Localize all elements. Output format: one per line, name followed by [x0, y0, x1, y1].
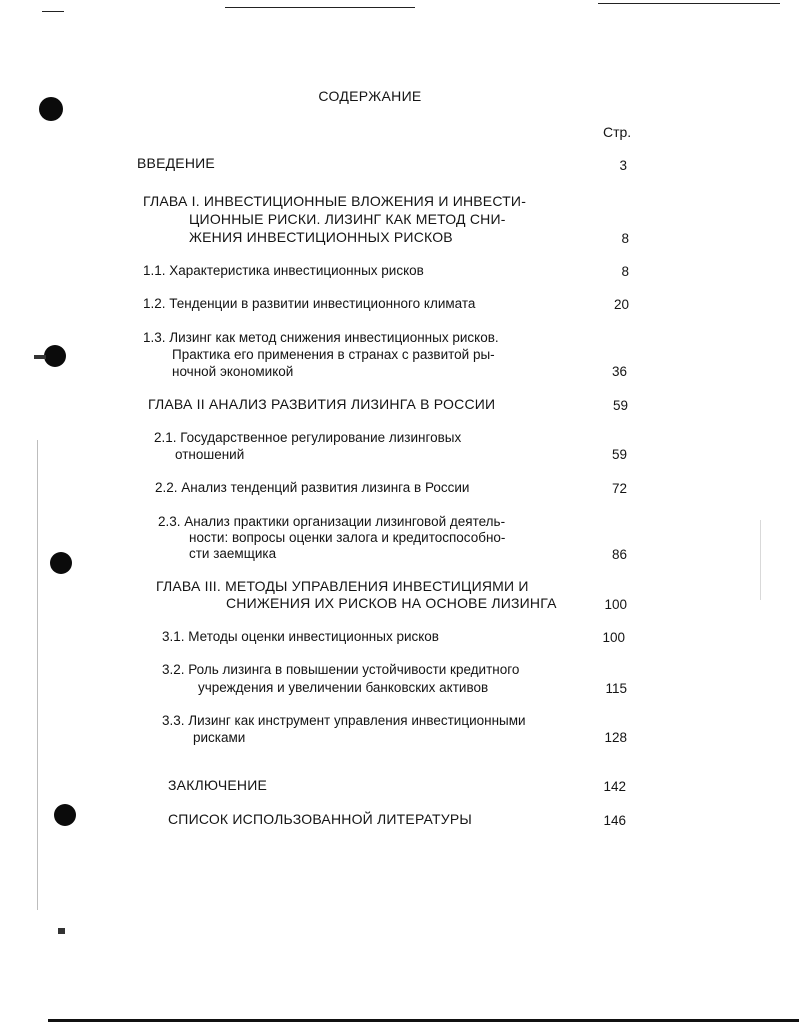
toc-page-number: 142	[603, 779, 626, 794]
toc-section-3-2-line: 3.2. Роль лизинга в повышении устойчивости кредитного	[162, 662, 520, 677]
binder-hole	[54, 804, 76, 826]
binder-hole	[44, 345, 66, 367]
scan-left-shadow	[37, 440, 38, 910]
toc-section-1-3-line: Практика его применения в странах с развитой ры-	[172, 347, 495, 362]
toc-page-number: 100	[602, 630, 625, 645]
toc-page-number: 100	[604, 597, 627, 612]
toc-page-number: 8	[621, 231, 629, 246]
toc-chapter-2: ГЛАВА II АНАЛИЗ РАЗВИТИЯ ЛИЗИНГА В РОССИИ	[148, 396, 496, 412]
toc-entry-introduction: ВВЕДЕНИЕ	[137, 155, 215, 171]
scan-top-line-left	[42, 11, 64, 12]
toc-section-2-3-line: сти заемщика	[189, 546, 277, 561]
page-column-header: Стр.	[603, 124, 632, 140]
toc-section-3-3-line: 3.3. Лизинг как инструмент управления инвестиционными	[162, 713, 526, 728]
toc-chapter-1-line: ГЛАВА I. ИНВЕСТИЦИОННЫЕ ВЛОЖЕНИЯ И ИНВЕСТИ-	[143, 193, 527, 209]
toc-section-2-2: 2.2. Анализ тенденций развития лизинга в России	[155, 480, 470, 495]
toc-page-number: 8	[621, 264, 629, 279]
toc-section-2-3-line: ности: вопросы оценки залога и кредитоспособно-	[189, 530, 506, 545]
toc-chapter-1-line: ЦИОННЫЕ РИСКИ. ЛИЗИНГ КАК МЕТОД СНИ-	[189, 211, 506, 227]
scan-top-line-center	[225, 7, 415, 8]
toc-section-3-2-line: учреждения и увеличении банковских активов	[198, 680, 489, 695]
scan-speck	[58, 928, 65, 934]
toc-page-number: 59	[612, 398, 628, 413]
toc-section-1-3-line: ночной экономикой	[172, 364, 294, 379]
toc-entry-bibliography: СПИСОК ИСПОЛЬЗОВАННОЙ ЛИТЕРАТУРЫ	[168, 811, 472, 827]
toc-section-2-1-line: отношений	[175, 447, 245, 462]
toc-entry-conclusion: ЗАКЛЮЧЕНИЕ	[168, 777, 267, 793]
page-title: СОДЕРЖАНИЕ	[318, 88, 422, 104]
toc-page-number: 20	[613, 297, 629, 312]
toc-chapter-3-line: ГЛАВА III. МЕТОДЫ УПРАВЛЕНИЯ ИНВЕСТИЦИЯМИ И	[156, 578, 529, 594]
scan-right-shadow	[760, 520, 761, 600]
toc-section-1-1: 1.1. Характеристика инвестиционных рисков	[143, 263, 424, 278]
toc-page-number: 115	[605, 681, 627, 696]
scan-top-line-right	[598, 3, 780, 4]
toc-section-2-1-line: 2.1. Государственное регулирование лизинговых	[154, 430, 462, 445]
toc-section-3-1: 3.1. Методы оценки инвестиционных рисков	[162, 629, 439, 644]
toc-section-1-2: 1.2. Тенденции в развитии инвестиционного климата	[143, 296, 476, 311]
toc-chapter-1-line: ЖЕНИЯ ИНВЕСТИЦИОННЫХ РИСКОВ	[189, 229, 453, 245]
scan-speck	[34, 355, 46, 359]
toc-section-3-3-line: рисками	[193, 730, 246, 745]
toc-page-number: 72	[611, 481, 627, 496]
binder-hole	[50, 552, 72, 574]
toc-chapter-3-line: СНИЖЕНИЯ ИХ РИСКОВ НА ОСНОВЕ ЛИЗИНГА	[226, 595, 557, 611]
scan-bottom-line	[48, 1019, 799, 1022]
toc-page-number: 3	[619, 158, 627, 173]
toc-page-number: 128	[604, 730, 627, 745]
toc-section-1-3-line: 1.3. Лизинг как метод снижения инвестиционных рисков.	[143, 330, 499, 345]
toc-section-2-3-line: 2.3. Анализ практики организации лизинговой деятель-	[158, 514, 506, 529]
toc-page-number: 86	[611, 547, 627, 562]
toc-page-number: 59	[611, 447, 627, 462]
toc-page-number: 146	[603, 813, 626, 828]
toc-page-number: 36	[611, 364, 627, 379]
